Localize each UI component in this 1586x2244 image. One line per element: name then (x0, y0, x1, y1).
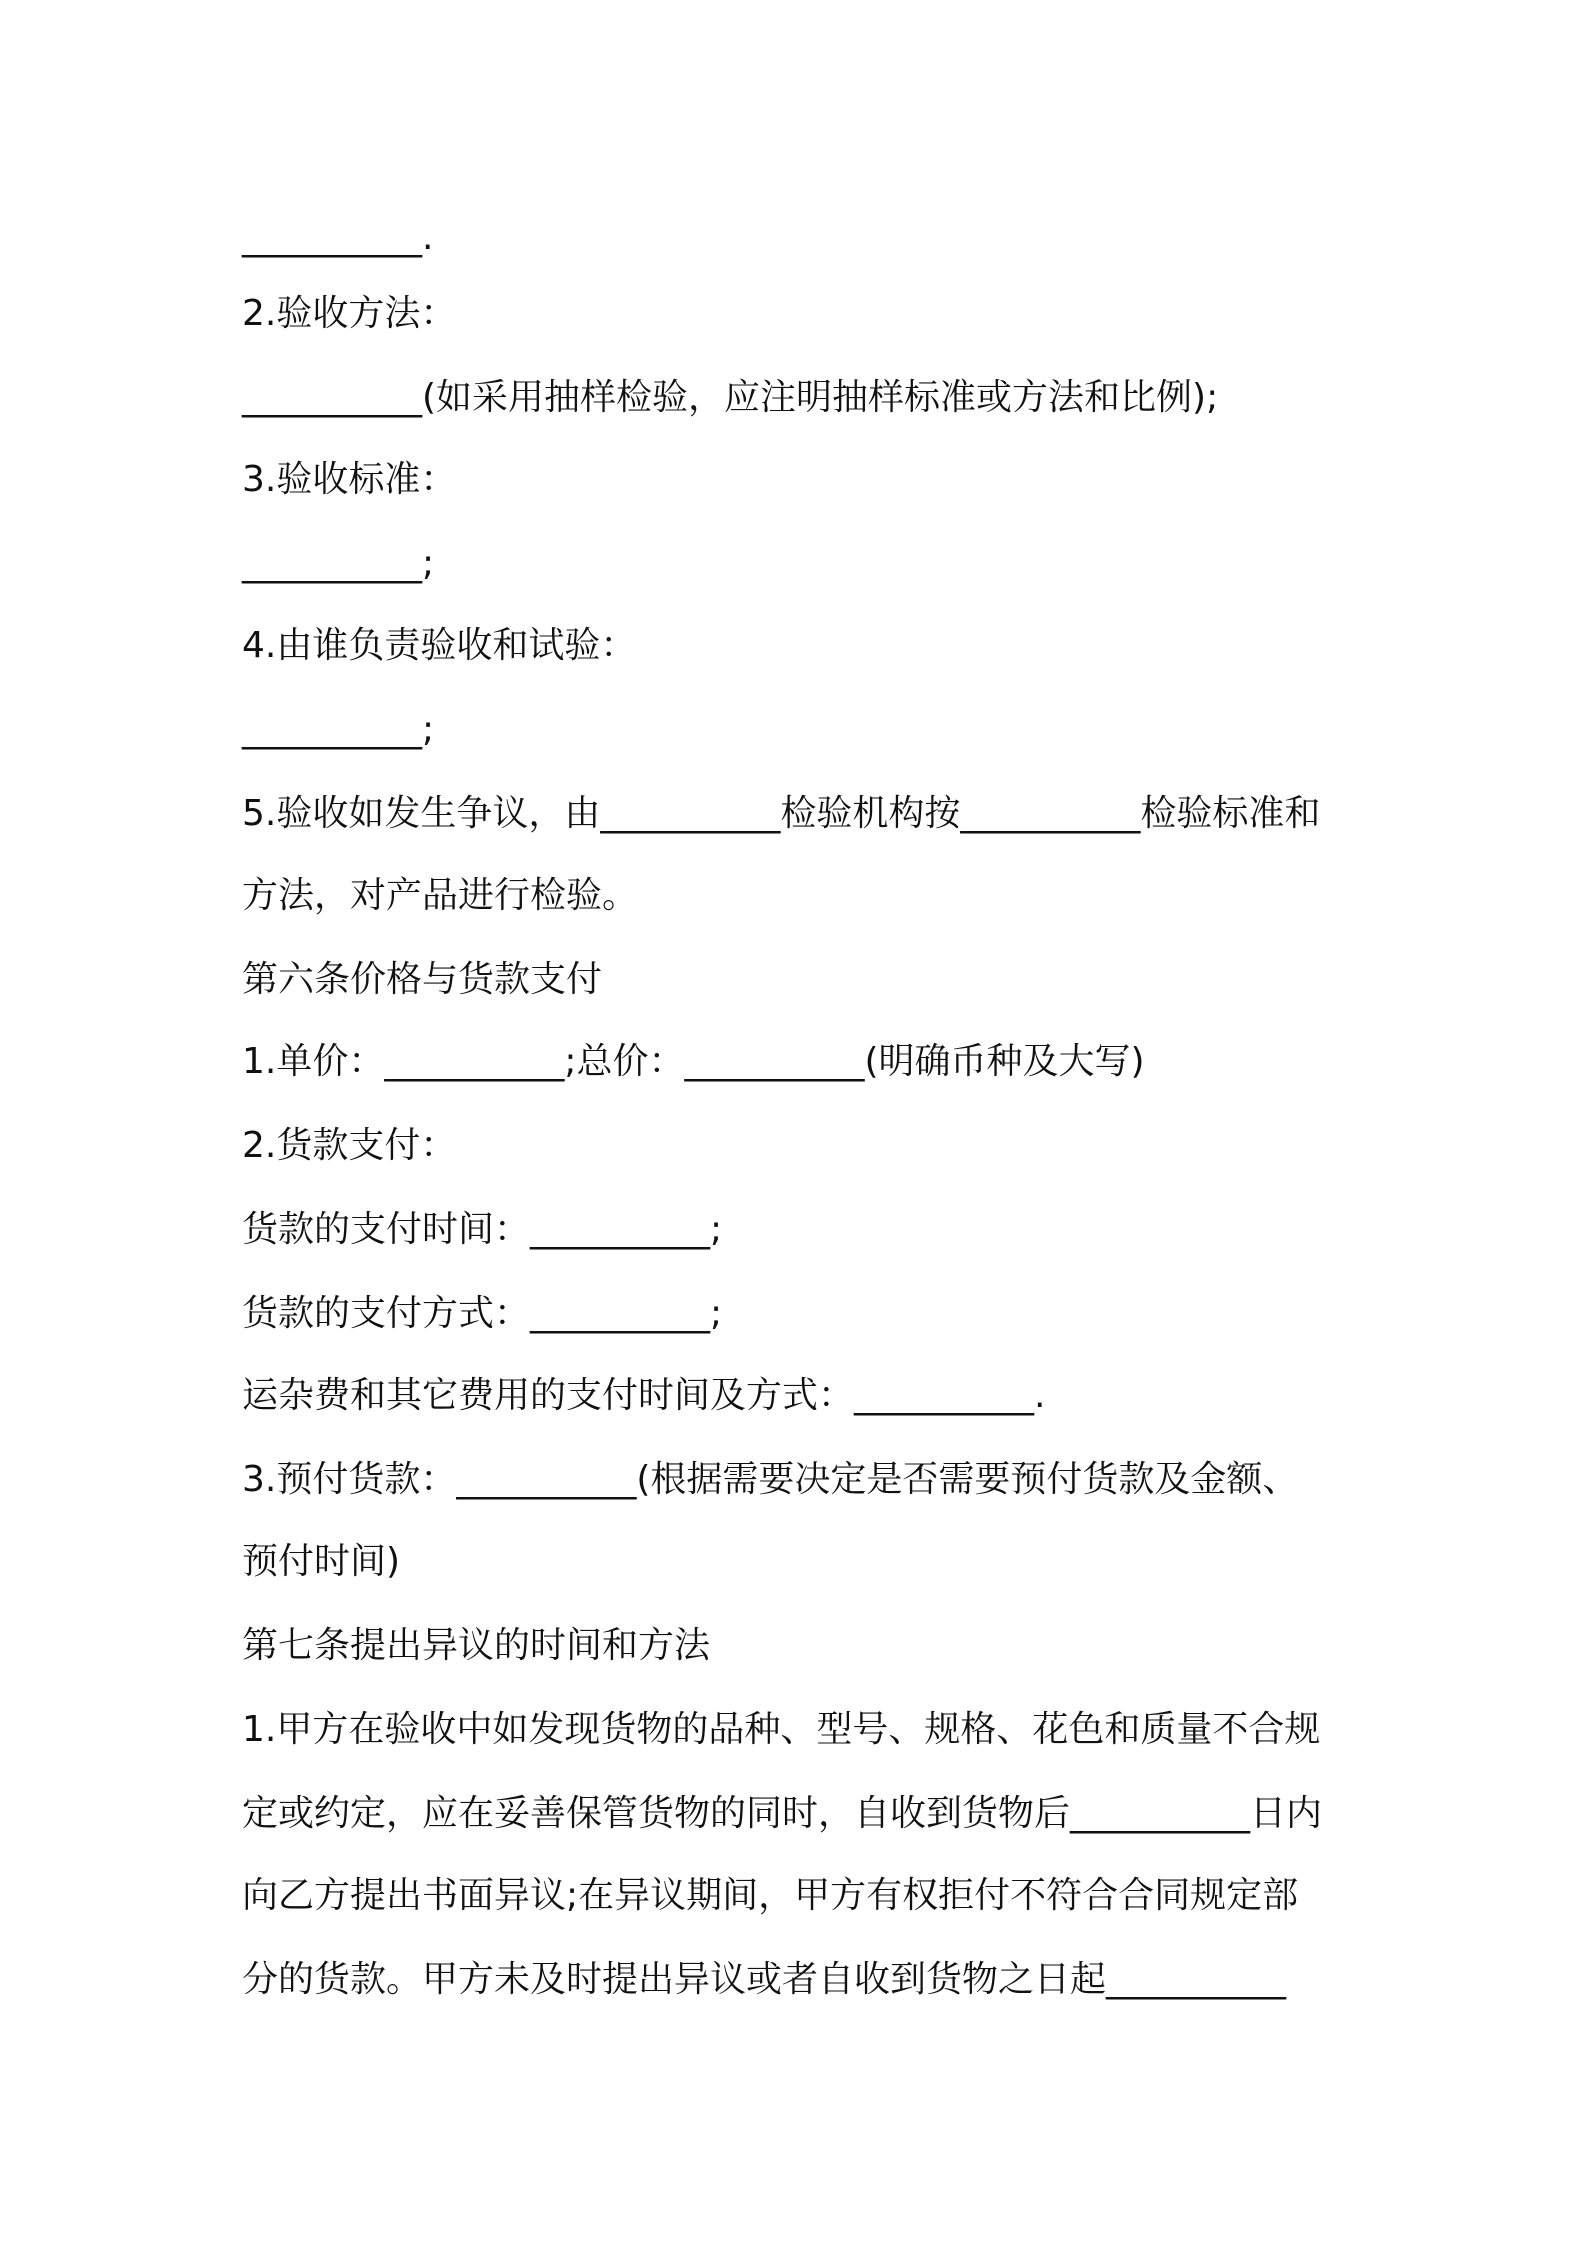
text-line: 4.由谁负责验收和试验： (242, 625, 637, 666)
section-heading: 第六条价格与货款支付 (242, 959, 603, 1000)
text-line: __________; (242, 543, 435, 584)
text-line: 分的货款。甲方未及时提出异议或者自收到货物之日起__________ (242, 1959, 1287, 2000)
text-line: 3.验收标准： (242, 459, 457, 500)
text-line: 1.甲方在验收中如发现货物的品种、型号、规格、花色和质量不合规 (242, 1709, 1321, 1750)
text-line: 货款的支付时间：__________; (242, 1209, 723, 1250)
text-line: 2.验收方法： (242, 293, 457, 334)
text-line: __________; (242, 709, 435, 750)
text-line: 方法，对产品进行检验。 (242, 875, 639, 916)
text-line: 定或约定，应在妥善保管货物的同时，自收到货物后__________日内 (242, 1793, 1323, 1834)
text-line: __________. (242, 217, 434, 258)
text-line: 预付时间) (242, 1541, 401, 1582)
text-line: __________(如采用抽样检验，应注明抽样标准或方法和比例); (242, 377, 1219, 418)
text-line: 2.货款支付： (242, 1125, 457, 1166)
text-line: 1.单价：__________;总价：__________(明确币种及大写) (242, 1041, 1145, 1082)
text-line: 5.验收如发生争议，由__________检验机构按__________检验标准和 (242, 793, 1321, 834)
section-heading: 第七条提出异议的时间和方法 (242, 1625, 711, 1666)
text-line: 向乙方提出书面异议;在异议期间，甲方有权拒付不符合合同规定部 (242, 1875, 1299, 1916)
text-line: 货款的支付方式：__________; (242, 1293, 723, 1334)
text-line: 运杂费和其它费用的支付时间及方式：__________. (242, 1375, 1046, 1416)
text-line: 3.预付货款：__________(根据需要决定是否需要预付货款及金额、 (242, 1459, 1299, 1500)
